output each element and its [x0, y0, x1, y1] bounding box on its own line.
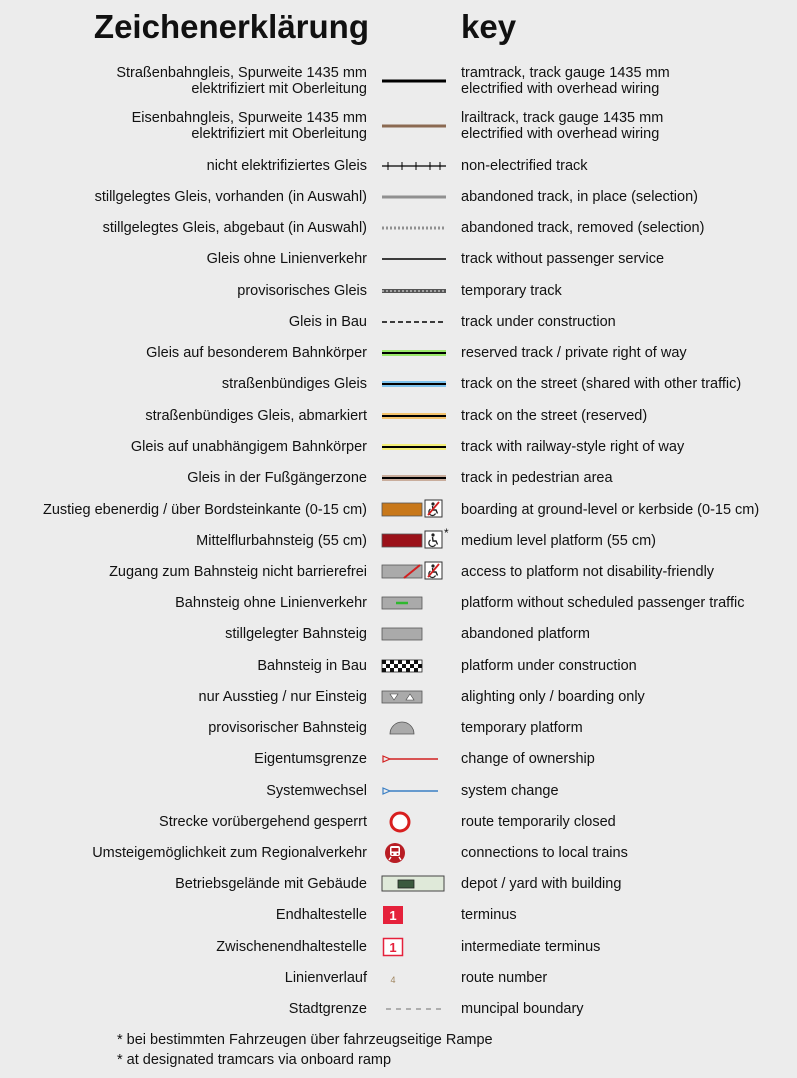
symbol-abandoned-track-in-place: [378, 181, 450, 212]
label-en-temporary-platform: [461, 712, 583, 743]
asterisk-mark: *: [444, 526, 449, 540]
label-de-line: straßenbündiges Gleis: [221, 375, 367, 392]
label-en-line: route number: [461, 969, 548, 986]
legend-row-no-barrier-free-access: [0, 556, 797, 587]
symbol-route-number: [378, 962, 450, 993]
symbol-terminus: [378, 899, 450, 930]
label-en-line: electrified with overhead wiring: [461, 80, 660, 97]
symbol-non-electrified-track: [378, 150, 450, 181]
symbol-route-closed: [378, 806, 450, 837]
label-de-line: nicht elektrifiziertes Gleis: [206, 157, 367, 174]
label-de-line: nur Ausstieg / nur Einsteig: [198, 688, 367, 705]
label-en-line: tramtrack, track gauge 1435 mm: [461, 64, 670, 81]
label-en-municipal-boundary: [461, 993, 584, 1024]
wheelchair-icon: [425, 531, 442, 548]
label-de-temporary-track: [237, 275, 367, 306]
label-de-street-track-reserved: [145, 400, 367, 431]
label-de-route-closed: [159, 806, 367, 837]
label-en-pedestrian-zone-track: [461, 462, 613, 493]
label-de-line: Eigentumsgrenze: [254, 750, 367, 767]
label-de-line: Gleis ohne Linienverkehr: [206, 250, 367, 267]
label-de-line: Straßenbahngleis, Spurweite 1435 mm: [116, 64, 367, 81]
label-en-line: platform without scheduled passenger traffic: [461, 594, 745, 611]
label-en-line: track under construction: [461, 313, 616, 330]
label-de-line: Eisenbahngleis, Spurweite 1435 mm: [131, 109, 367, 126]
legend-row-platform-under-construction: [0, 650, 797, 681]
legend-row-abandoned-track-removed: [0, 212, 797, 243]
label-en-depot-with-building: [461, 868, 621, 899]
symbol-pedestrian-zone-track: [378, 462, 450, 493]
symbol-track-without-service: [378, 243, 450, 274]
svg-text:4: 4: [390, 975, 396, 985]
svg-text:1: 1: [389, 940, 397, 955]
label-de-line: Zugang zum Bahnsteig nicht barrierefrei: [109, 563, 367, 580]
legend-title-english: key: [461, 8, 517, 45]
label-de-line: Betriebsgelände mit Gebäude: [175, 875, 367, 892]
symbol-rail-track: [378, 110, 450, 141]
legend-row-temporary-track: [0, 275, 797, 306]
label-en-line: system change: [461, 782, 559, 799]
label-de-line: provisorisches Gleis: [237, 282, 367, 299]
label-en-line: track in pedestrian area: [461, 469, 613, 486]
label-en-terminus: [461, 899, 517, 930]
label-de-line: stillgelegtes Gleis, vorhanden (in Auswahl): [94, 188, 367, 205]
label-en-line: boarding at ground-level or kerbside (0-15 cm): [461, 501, 760, 518]
symbol-medium-level-platform: [378, 525, 450, 556]
label-de-reserved-track: [146, 337, 367, 368]
legend-row-ground-level-boarding: [0, 494, 797, 525]
label-en-line: depot / yard with building: [461, 875, 622, 892]
label-en-track-without-service: [461, 243, 664, 274]
symbol-municipal-boundary: [378, 993, 450, 1024]
wheelchair-icon: [425, 500, 442, 517]
label-en-line: connections to local trains: [461, 844, 628, 861]
legend-row-reserved-track: [0, 337, 797, 368]
label-en-medium-level-platform: [461, 525, 656, 556]
legend-row-municipal-boundary: [0, 993, 797, 1024]
symbol-tram-track: [378, 65, 450, 96]
label-de-regional-train-connection: [92, 837, 367, 868]
symbol-system-change: [378, 775, 450, 806]
label-de-line: straßenbündiges Gleis, abmarkiert: [145, 407, 367, 424]
legend-row-route-number: [0, 962, 797, 993]
legend-row-track-without-service: [0, 243, 797, 274]
label-en-street-track: [461, 368, 741, 399]
label-de-track-without-service: [207, 243, 367, 274]
label-de-line: stillgelegter Bahnsteig: [225, 625, 367, 642]
symbol-temporary-platform: [378, 712, 450, 743]
symbol-ground-level-boarding: [378, 494, 450, 525]
legend-row-system-change: [0, 775, 797, 806]
label-en-line: abandoned track, removed (selection): [461, 219, 705, 236]
label-de-platform-without-service: [175, 587, 367, 618]
label-en-system-change: [461, 775, 559, 806]
label-de-line: Stadtgrenze: [288, 1000, 367, 1017]
label-en-line: abandoned platform: [461, 625, 590, 642]
label-de-alighting-boarding-only: [199, 681, 367, 712]
symbol-platform-without-service: [378, 587, 450, 618]
label-de-route-number: [285, 962, 367, 993]
legend-row-temporary-platform: [0, 712, 797, 743]
symbol-regional-train-connection: [378, 837, 450, 868]
symbol-depot-with-building: [378, 868, 450, 899]
svg-text:1: 1: [389, 908, 397, 923]
label-en-line: track on the street (reserved): [461, 407, 648, 424]
legend-row-terminus: [0, 899, 797, 930]
label-en-line: medium level platform (55 cm): [461, 532, 656, 549]
label-en-non-electrified-track: [461, 150, 588, 181]
symbol-platform-under-construction: [378, 650, 450, 681]
legend-row-medium-level-platform: [0, 525, 797, 556]
label-en-abandoned-track-removed: [461, 212, 704, 243]
label-de-abandoned-track-in-place: [95, 181, 367, 212]
label-en-line: alighting only / boarding only: [461, 688, 645, 705]
label-de-abandoned-platform: [225, 618, 367, 649]
label-en-track-under-construction: [461, 306, 616, 337]
label-de-temporary-platform: [208, 712, 367, 743]
label-en-line: access to platform not disability-friendly: [461, 563, 715, 580]
label-en-route-number: [461, 962, 547, 993]
legend-row-tram-track: [0, 65, 797, 96]
legend-row-intermediate-terminus: [0, 931, 797, 962]
legend-row-street-track-reserved: [0, 400, 797, 431]
label-de-medium-level-platform: [196, 525, 367, 556]
label-de-intermediate-terminus: [216, 931, 367, 962]
label-en-platform-without-service: [461, 587, 744, 618]
symbol-track-under-construction: [378, 306, 450, 337]
label-de-line: Endhaltestelle: [275, 906, 367, 923]
label-de-line: Bahnsteig ohne Linienverkehr: [175, 594, 367, 611]
legend-row-ownership-change: [0, 743, 797, 774]
label-en-line: reserved track / private right of way: [461, 344, 687, 361]
symbol-reserved-track: [378, 337, 450, 368]
label-de-terminus: [276, 899, 367, 930]
legend-row-non-electrified-track: [0, 150, 797, 181]
label-en-rail-track: [461, 110, 663, 141]
label-en-street-track-reserved: [461, 400, 647, 431]
label-en-abandoned-track-in-place: [461, 181, 698, 212]
label-de-line: Gleis auf unabhängigem Bahnkörper: [130, 438, 367, 455]
label-de-line: Bahnsteig in Bau: [257, 657, 367, 674]
label-de-track-under-construction: [289, 306, 367, 337]
label-de-platform-under-construction: [257, 650, 367, 681]
legend-row-track-under-construction: [0, 306, 797, 337]
symbol-abandoned-track-removed: [378, 212, 450, 243]
label-en-line: temporary platform: [461, 719, 583, 736]
label-en-alighting-boarding-only: [461, 681, 645, 712]
label-en-line: muncipal boundary: [461, 1000, 584, 1017]
label-de-depot-with-building: [175, 868, 367, 899]
label-en-abandoned-platform: [461, 618, 590, 649]
label-en-line: temporary track: [461, 282, 562, 299]
label-en-line: lrailtrack, track gauge 1435 mm: [461, 109, 664, 126]
label-en-line: track without passenger service: [461, 250, 665, 267]
label-en-intermediate-terminus: [461, 931, 600, 962]
legend-row-railway-style-track: [0, 431, 797, 462]
label-en-no-barrier-free-access: [461, 556, 714, 587]
symbol-no-barrier-free-access: [378, 556, 450, 587]
label-de-system-change: [266, 775, 367, 806]
label-en-line: non-electrified track: [461, 157, 588, 174]
footnote-german: * bei bestimmten Fahrzeugen über fahrzeugseitige Rampe: [117, 1032, 493, 1048]
label-de-pedestrian-zone-track: [187, 462, 367, 493]
label-de-line: Systemwechsel: [266, 782, 367, 799]
label-en-route-closed: [461, 806, 616, 837]
label-en-temporary-track: [461, 275, 562, 306]
symbol-intermediate-terminus: [378, 931, 450, 962]
legend-row-route-closed: [0, 806, 797, 837]
label-de-no-barrier-free-access: [109, 556, 367, 587]
label-de-line: Gleis in Bau: [288, 313, 367, 330]
label-en-regional-train-connection: [461, 837, 628, 868]
label-de-line: Gleis in der Fußgängerzone: [187, 469, 367, 486]
footnote-english: * at designated tramcars via onboard ramp: [117, 1052, 392, 1068]
label-de-line: stillgelegtes Gleis, abgebaut (in Auswahl): [102, 219, 367, 236]
label-en-tram-track: [461, 65, 670, 96]
label-de-street-track: [222, 368, 367, 399]
label-de-line: provisorischer Bahnsteig: [208, 719, 367, 736]
label-en-line: track on the street (shared with other traffic): [461, 375, 742, 392]
label-en-railway-style-track: [461, 431, 684, 462]
legend-title-german: Zeichenerklärung: [93, 8, 369, 45]
legend-row-regional-train-connection: [0, 837, 797, 868]
label-de-line: elektrifiziert mit Oberleitung: [191, 125, 367, 142]
legend-row-platform-without-service: [0, 587, 797, 618]
label-de-line: Zwischenendhaltestelle: [216, 938, 367, 955]
label-de-line: Zustieg ebenerdig / über Bordsteinkante (0-15 cm): [42, 501, 367, 518]
symbol-street-track-reserved: [378, 400, 450, 431]
symbol-abandoned-platform: [378, 618, 450, 649]
label-de-line: Gleis auf besonderem Bahnkörper: [146, 344, 367, 361]
label-en-line: intermediate terminus: [461, 938, 601, 955]
label-de-municipal-boundary: [289, 993, 367, 1024]
legend-row-abandoned-track-in-place: [0, 181, 797, 212]
wheelchair-icon: [425, 562, 442, 579]
label-de-rail-track: [132, 110, 367, 141]
legend-row-rail-track: [0, 110, 797, 141]
label-en-line: terminus: [461, 906, 517, 923]
label-de-line: elektrifiziert mit Oberleitung: [191, 80, 367, 97]
label-de-abandoned-track-removed: [103, 212, 367, 243]
label-en-line: change of ownership: [461, 750, 595, 767]
legend-row-abandoned-platform: [0, 618, 797, 649]
symbol-temporary-track: [378, 275, 450, 306]
legend-row-pedestrian-zone-track: [0, 462, 797, 493]
label-en-reserved-track: [461, 337, 687, 368]
symbol-ownership-change: [378, 743, 450, 774]
legend-row-depot-with-building: [0, 868, 797, 899]
symbol-alighting-boarding-only: [378, 681, 450, 712]
symbol-street-track: [378, 368, 450, 399]
label-en-line: electrified with overhead wiring: [461, 125, 660, 142]
label-de-line: Linienverlauf: [284, 969, 367, 986]
label-de-tram-track: [116, 65, 367, 96]
label-en-line: route temporarily closed: [461, 813, 616, 830]
label-en-line: platform under construction: [461, 657, 637, 674]
label-de-ground-level-boarding: [43, 494, 367, 525]
label-en-ownership-change: [461, 743, 595, 774]
label-en-line: abandoned track, in place (selection): [461, 188, 698, 205]
symbol-railway-style-track: [378, 431, 450, 462]
label-de-line: Umsteigemöglichkeit zum Regionalverkehr: [92, 844, 367, 861]
label-en-line: track with railway-style right of way: [461, 438, 685, 455]
label-en-platform-under-construction: [461, 650, 637, 681]
label-de-line: Strecke vorübergehend gesperrt: [159, 813, 367, 830]
legend-row-street-track: [0, 368, 797, 399]
label-de-non-electrified-track: [207, 150, 367, 181]
label-de-ownership-change: [254, 743, 367, 774]
legend-row-alighting-boarding-only: [0, 681, 797, 712]
label-en-ground-level-boarding: [461, 494, 759, 525]
label-de-line: Mittelflurbahnsteig (55 cm): [196, 532, 367, 549]
label-de-railway-style-track: [131, 431, 367, 462]
